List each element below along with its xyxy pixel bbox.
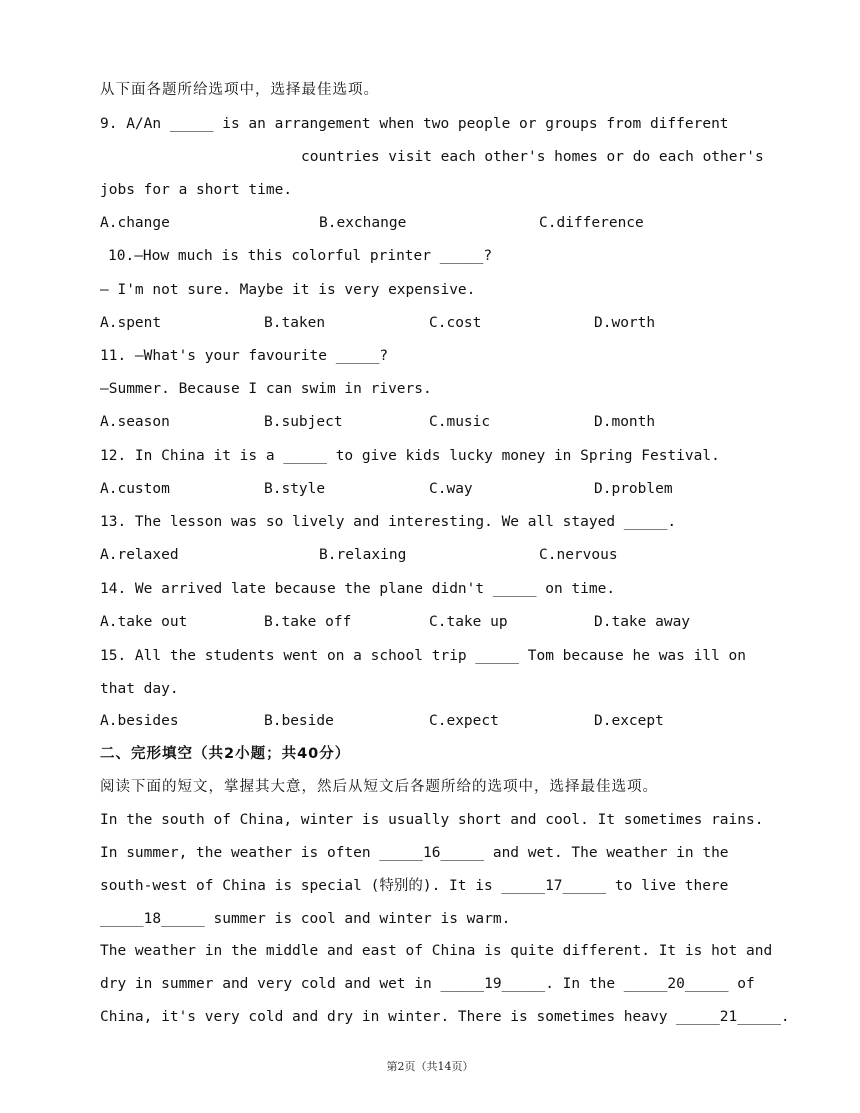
question-9-line-2: countries visit each other's homes or do each other's <box>301 149 764 165</box>
question-9-line-1: 9. A/An _____ is an arrangement when two people or groups from different <box>100 116 729 132</box>
question-14-option-c: C.take up <box>429 614 508 630</box>
instruction-1: 从下面各题所给选项中，选择最佳选项。 <box>100 82 379 98</box>
question-15-line-2: that day. <box>100 681 179 697</box>
question-14-option-b: B.take off <box>264 614 352 630</box>
question-9-option-b: B.exchange <box>319 215 407 231</box>
question-10-option-a: A.spent <box>100 315 162 331</box>
question-15-option-b: B.beside <box>264 713 334 729</box>
question-9-line-3: jobs for a short time. <box>100 182 293 198</box>
passage-line-7: China, it's very cold and dry in winter. There is sometimes heavy _____21_____. <box>100 1009 790 1025</box>
question-11-option-a: A.season <box>100 414 170 430</box>
passage-line-5: The weather in the middle and east of China is quite different. It is hot and <box>100 943 773 959</box>
question-10-line-1: 10.—How much is this colorful printer _____? <box>108 248 493 264</box>
question-15-option-a: A.besides <box>100 713 179 729</box>
page-footer: 第2页（共14页） <box>386 1060 474 1073</box>
question-10-line-2: — I'm not sure. Maybe it is very expensive. <box>100 282 476 298</box>
question-10-option-d: D.worth <box>594 315 656 331</box>
question-12-option-b: B.style <box>264 481 326 497</box>
question-11-option-c: C.music <box>429 414 491 430</box>
question-12-option-c: C.way <box>429 481 473 497</box>
question-14-option-a: A.take out <box>100 614 188 630</box>
question-10-option-b: B.taken <box>264 315 326 331</box>
question-12-option-a: A.custom <box>100 481 170 497</box>
question-12-line-1: 12. In China it is a _____ to give kids lucky money in Spring Festival. <box>100 448 720 464</box>
question-13-line-1: 13. The lesson was so lively and interesting. We all stayed _____. <box>100 514 677 530</box>
question-15-option-d: D.except <box>594 713 664 729</box>
question-13-option-b: B.relaxing <box>319 547 407 563</box>
passage-line-2: In summer, the weather is often _____16_____ and wet. The weather in the <box>100 845 729 861</box>
question-13-option-c: C.nervous <box>539 547 618 563</box>
instruction-2: 阅读下面的短文，掌握其大意，然后从短文后各题所给的选项中，选择最佳选项。 <box>100 779 658 795</box>
question-10-option-c: C.cost <box>429 315 482 331</box>
section-2-title: 二、完形填空（共2小题；共40分） <box>100 746 351 762</box>
question-11-line-1: 11. —What's your favourite _____? <box>100 348 389 364</box>
question-14-line-1: 14. We arrived late because the plane didn't _____ on time. <box>100 581 616 597</box>
question-15-line-1: 15. All the students went on a school trip _____ Tom because he was ill on <box>100 648 747 664</box>
question-12-option-d: D.problem <box>594 481 673 497</box>
question-9-option-a: A.change <box>100 215 170 231</box>
question-14-option-d: D.take away <box>594 614 691 630</box>
question-13-option-a: A.relaxed <box>100 547 179 563</box>
question-11-option-b: B.subject <box>264 414 343 430</box>
question-11-option-d: D.month <box>594 414 656 430</box>
passage-line-3: south-west of China is special (特别的). It is _____17_____ to live there <box>100 878 729 894</box>
question-11-line-2: —Summer. Because I can swim in rivers. <box>100 381 432 397</box>
passage-line-1: In the south of China, winter is usually short and cool. It sometimes rains. <box>100 812 764 828</box>
passage-line-6: dry in summer and very cold and wet in _____19_____. In the _____20_____ of <box>100 976 755 992</box>
passage-line-4: _____18_____ summer is cool and winter is warm. <box>100 911 511 927</box>
question-15-option-c: C.expect <box>429 713 499 729</box>
question-9-option-c: C.difference <box>539 215 644 231</box>
